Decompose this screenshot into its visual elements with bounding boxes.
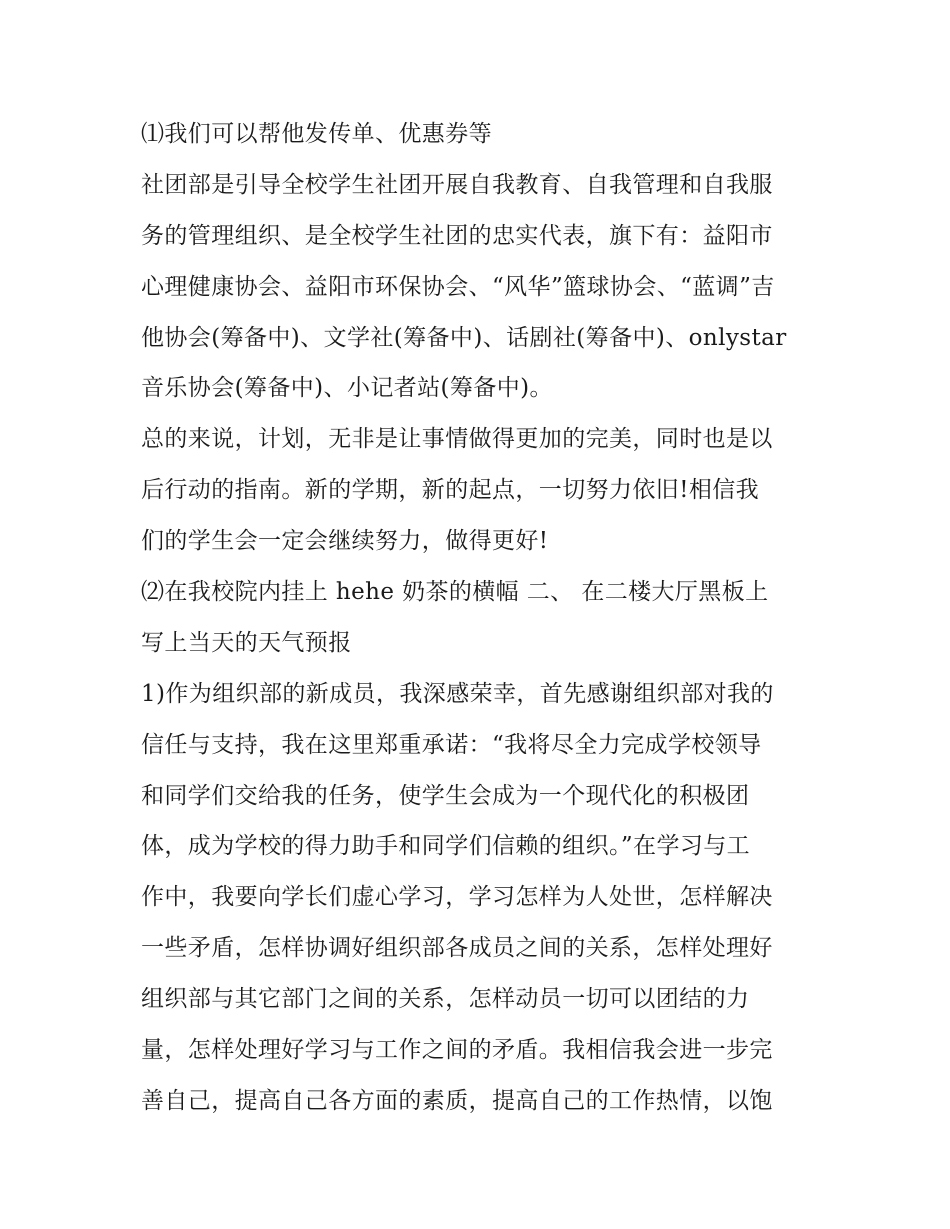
text-line: 社团部是引导全校学生社团开展自我教育、自我管理和自我服 (141, 171, 773, 198)
text-line: 心理健康协会、益阳市环保协会、“风华”篮球协会、“蓝调”吉 (141, 273, 775, 300)
text-line: 写上当天的天气预报 (141, 629, 352, 656)
text-line: 他协会(筹备中)、文学社(筹备中)、话剧社(筹备中)、onlystar (141, 324, 787, 351)
text-line: ⑵在我校院内挂上 hehe 奶茶的横幅 二、 在二楼大厅黑板上 (141, 579, 769, 606)
text-line: 一些矛盾，怎样协调好组织部各成员之间的关系，怎样处理好 (141, 935, 773, 962)
text-line: 量，怎样处理好学习与工作之间的矛盾。我相信我会进一步完 (141, 1037, 773, 1064)
text-line: 音乐协会(筹备中)、小记者站(筹备中)。 (141, 375, 553, 402)
text-line: 务的管理组织、是全校学生社团的忠实代表，旗下有：益阳市 (141, 222, 773, 249)
text-line: 信任与支持，我在这里郑重承诺：“我将尽全力完成学校领导 (141, 731, 762, 758)
text-line: 1)作为组织部的新成员，我深感荣幸，首先感谢组织部对我的 (141, 680, 774, 707)
text-line: 组织部与其它部门之间的关系，怎样动员一切可以团结的力 (141, 986, 750, 1013)
text-line: 和同学们交给我的任务，使学生会成为一个现代化的积极团 (141, 782, 750, 809)
text-line: 们的学生会一定会继续努力，做得更好! (141, 528, 549, 555)
document-body (141, 109, 821, 1127)
text-line: 总的来说，计划，无非是让事情做得更加的完美，同时也是以 (141, 426, 773, 453)
text-line: 作中，我要向学长们虚心学习，学习怎样为人处世，怎样解决 (141, 884, 773, 911)
text-line: ⑴我们可以帮他发传单、优惠券等 (141, 121, 492, 147)
text-line: 体，成为学校的得力助手和同学们信赖的组织。”在学习与工 (141, 833, 751, 860)
text-line: 后行动的指南。新的学期，新的起点，一切努力依旧!相信我 (141, 477, 760, 504)
text-line: 善自己，提高自己各方面的素质，提高自己的工作热情，以饱 (141, 1087, 773, 1114)
